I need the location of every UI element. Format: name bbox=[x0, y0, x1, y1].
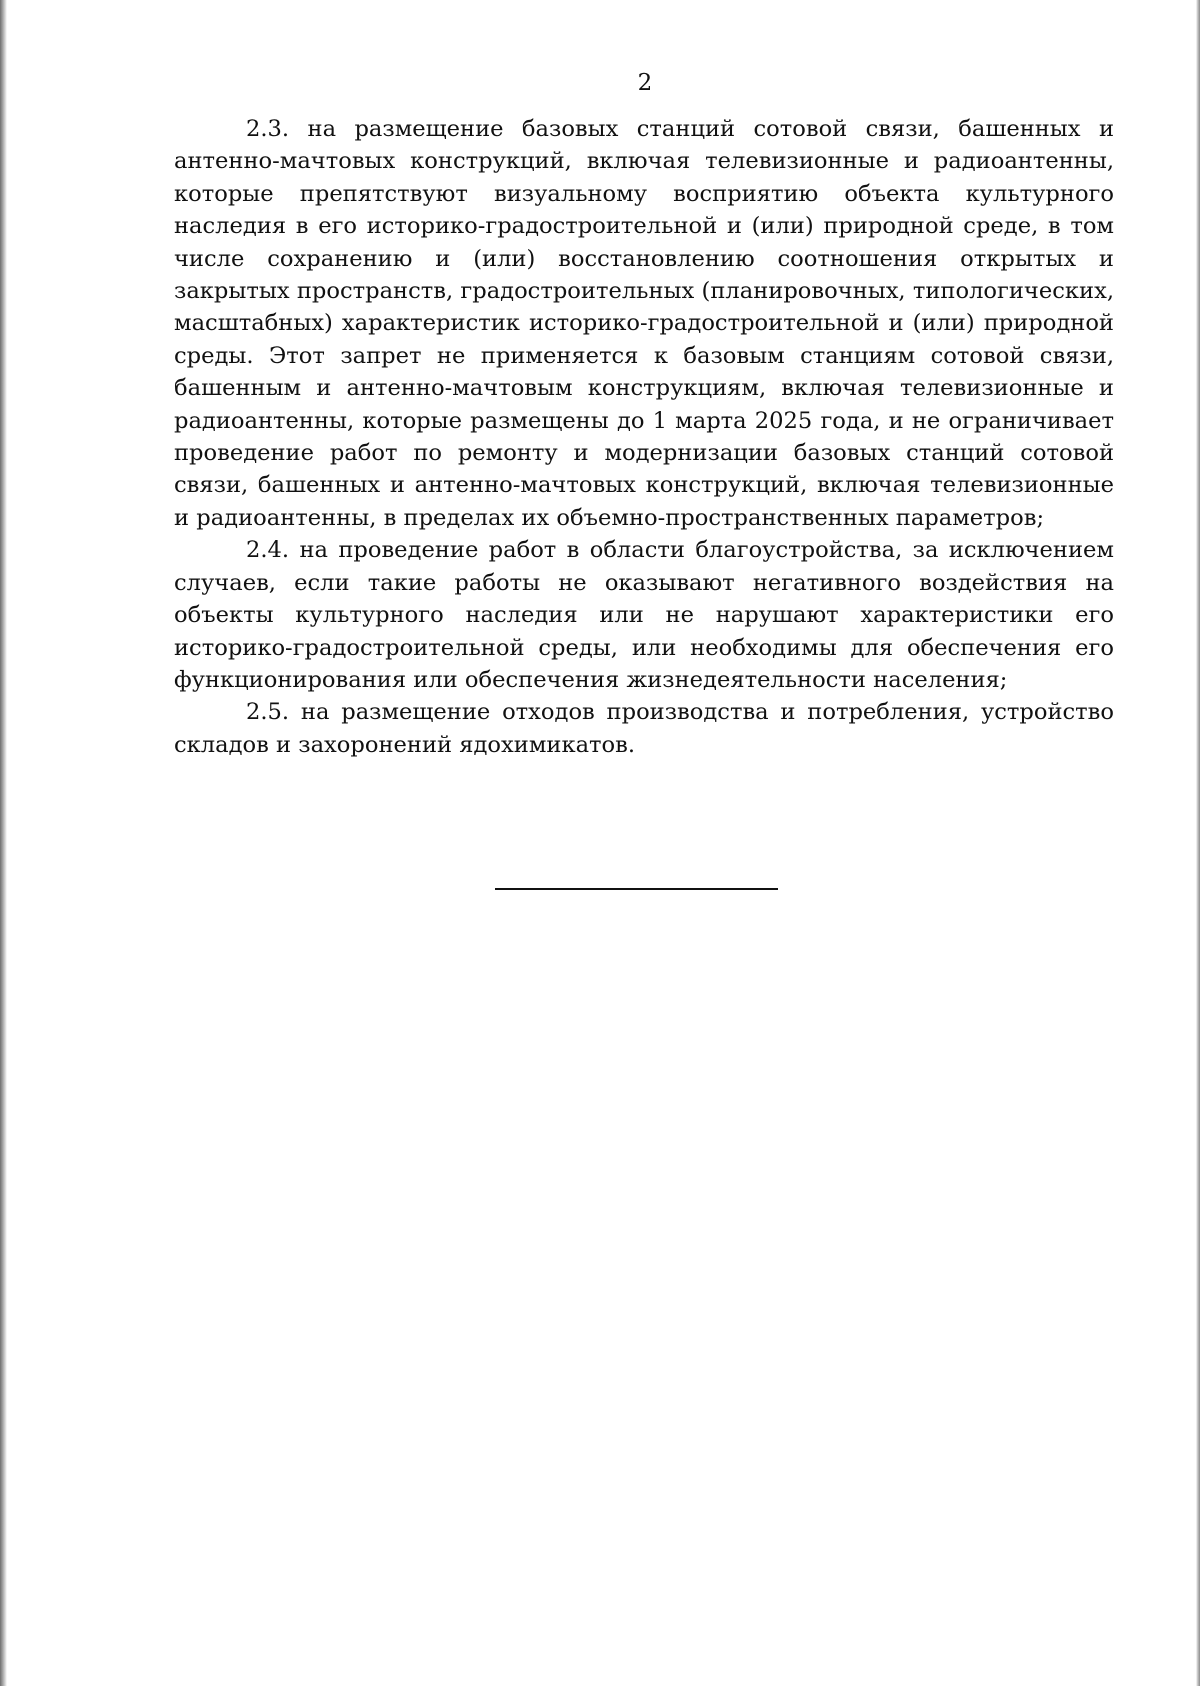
document-body bbox=[174, 113, 1114, 761]
closing-rule bbox=[495, 888, 778, 890]
paragraph-2-5: 2.5. на размещение отходов производства и потребления, устройство складов и захоронений ядохимикатов. bbox=[174, 699, 1114, 758]
scan-edge-left bbox=[0, 0, 7, 1686]
scan-edge-right bbox=[1196, 0, 1200, 1686]
paragraph-2-3: 2.3. на размещение базовых станций сотовой связи, башенных и антенно-мачтовых конструкций, включая телевизионные и радиоантенны, которые препятствуют визуальному восприятию объекта культурного наследия в его историко-градостроительной и (или) природной среде, в том числе сохранению и (или) восстановлению соотношения открытых и закрытых пространств, градостроительных (планировочных, типологических, масштабных) характеристик историко-градостроительной и (или) природной среды. Этот запрет не применяется к базовым станциям сотовой связи, башенным и антенно-мачтовым конструкциям, включая телевизионные и радиоантенны, которые размещены до 1 марта 2025 года, и не ограничивает проведение работ по ремонту и модернизации базовых станций сотовой связи, башенных и антенно-мачтовых конструкций, включая телевизионные и радиоантенны, в пределах их объемно-пространственных параметров; bbox=[174, 116, 1114, 531]
page-number: 2 bbox=[637, 70, 653, 96]
paragraph-2-4: 2.4. на проведение работ в области благоустройства, за исключением случаев, если такие работы не оказывают негативного воздействия на объекты культурного наследия или не нарушают характеристики его историко-градостроительной среды, или необходимы для обеспечения его функционирования или обеспечения жизнедеятельности населения; bbox=[174, 537, 1114, 693]
